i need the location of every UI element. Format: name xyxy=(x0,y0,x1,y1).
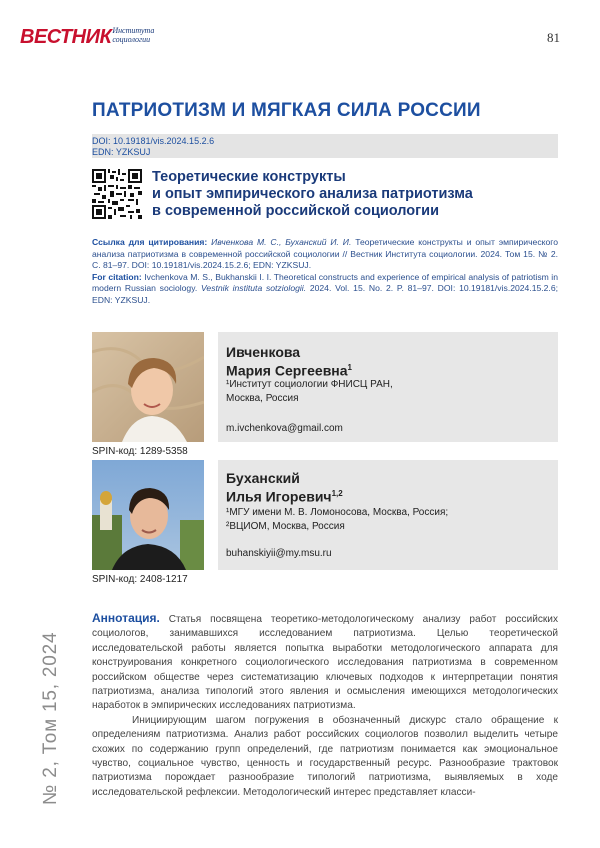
abstract-paragraph: Инициирующим шагом погружения в обозначенный дискурс стало обращение к определениям патриотизма. Анализ работ российских социологов позволил выделить четыре схожих по содержанию групп определений, где патриотизм понимается как эмоциональное чувство, социальное чувство, ценность и государственный ресурс. Разнообразие трактовок патриотизма порождает разнообразие типологий патриотизма, выявляемых в ходе исследовательской рефлексии. Методологический интерес представляет класси- xyxy=(92,714,558,798)
author-email-link[interactable]: buhanskiyii@my.msu.ru xyxy=(226,548,332,559)
citation-ru: Ссылка для цитирования: Ивченкова М. С., Буханский И. И. Теоретические конструкты и опыт эмпирического анализа патриотизма в современной российской социологии // Вестник Института социологии. 2024. Том 15. № 2. С. 81–97. DOI: 10.19181/vis.2024.15.2.6; EDN: YZKSUJ. xyxy=(92,237,558,271)
spin-code-bukhanskii: SPIN-код: 2408-1217 xyxy=(92,574,188,585)
article-title: Теоретические конструкты и опыт эмпирического анализа патриотизма в современной российской социологии xyxy=(152,169,473,219)
author-email-link[interactable]: m.ivchenkova@gmail.com xyxy=(226,423,343,434)
logo-main-text: ВЕСТНИК xyxy=(20,26,112,48)
page-number: 81 xyxy=(547,30,560,45)
section-title: ПАТРИОТИЗМ И МЯГКАЯ СИЛА РОССИИ xyxy=(92,100,481,121)
citation-block xyxy=(92,237,558,307)
doi-link[interactable]: DOI: 10.19181/vis.2024.15.2.6 xyxy=(92,136,215,146)
author-photo-ivchenkova xyxy=(92,332,204,442)
author-name-bukhanskii: Буханский Илья Игоревич$^{1,2}$ xyxy=(226,470,343,505)
edn-label: EDN: YZKSUJ xyxy=(92,147,151,157)
issue-sidebar-label: № 2, Том 15, 2024 xyxy=(40,631,61,805)
journal-logo xyxy=(20,26,154,56)
abstract-paragraph: Аннотация. Статья посвящена теоретико-методологическому анализу работ российских социологов, занимавшихся исследованием патриотизма. Целью теоретической исследовательской работы является попытка выработки методологического аппарата для конструирования конкретного социологического исследования патриотизма в современном российском обществе через систематизацию ключевых подходов к интерпретации понятия патриотизма, анализа типологий этого явления и осмысления имеющихся методологических наработок в эмпирических исследованиях патриотизма. xyxy=(92,611,558,712)
author-affiliation: ¹МГУ имени М. В. Ломоносова, Москва, Россия; ²ВЦИОМ, Москва, Россия xyxy=(226,507,449,532)
author-affiliation: ¹Институт социологии ФНИСЦ РАН, Москва, Россия xyxy=(226,379,393,404)
logo-sub-text: Института социологии xyxy=(112,26,155,44)
author-photo-bukhanskii xyxy=(92,460,204,570)
spin-code-ivchenkova: SPIN-код: 1289-5358 xyxy=(92,446,188,457)
abstract xyxy=(92,611,558,800)
citation-en: For citation: Ivchenkova M. S., Bukhanskii I. I. Theoretical constructs and experience of empirical analysis of patriotism in modern Russian sociology. Vestnik instituta sotziologii. 2024. Vol. 15. No. 2. P. 81–97. DOI: 10.19181/vis.2024.15.2.6; EDN: YZKSUJ. xyxy=(92,271,558,305)
qr-code-icon xyxy=(92,169,142,219)
author-name-ivchenkova: Ивченкова Мария Сергеевна$^1$ xyxy=(226,344,352,379)
